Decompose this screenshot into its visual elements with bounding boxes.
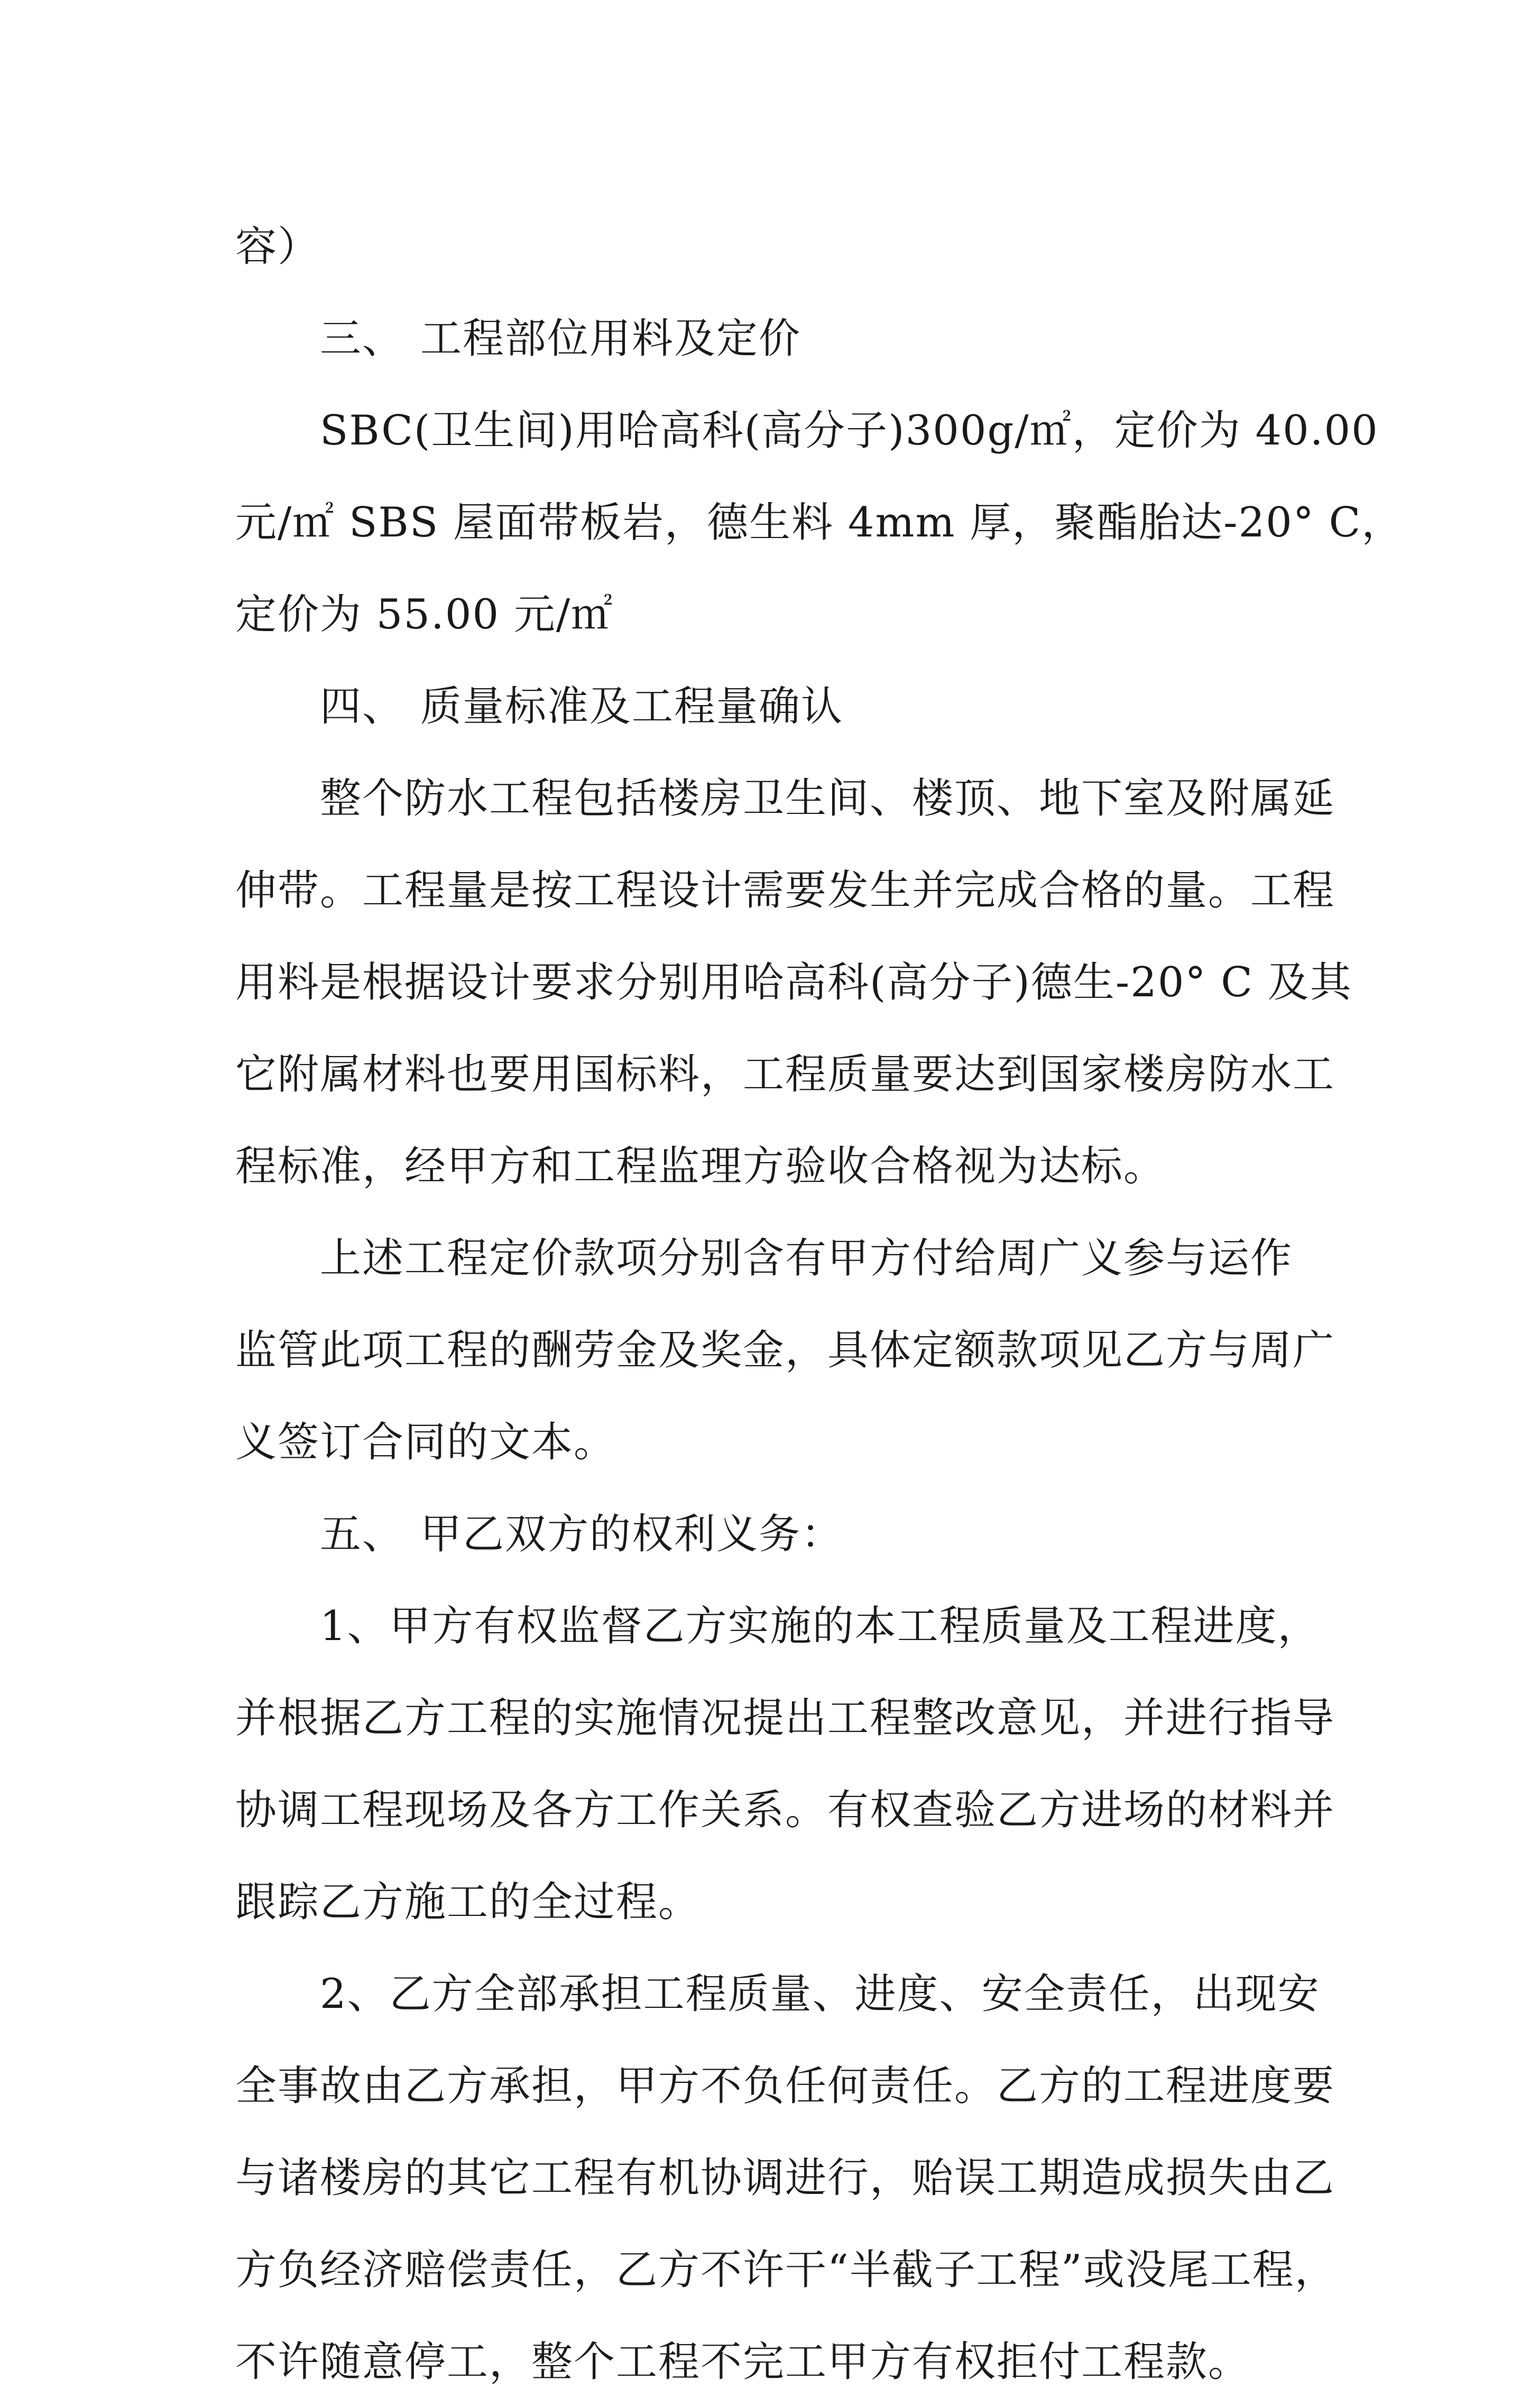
text-line: 并根据乙方工程的实施情况提出工程整改意见，并进行指导 [235,1694,1335,1742]
text-line: 整个防水工程包括楼房卫生间、楼顶、地下室及附属延 [320,775,1335,822]
section-number: 四、 [320,683,405,730]
section-title: 甲乙双方的权利义务： [420,1511,844,1558]
text-line: 容） [235,223,320,271]
text-line: 2、乙方全部承担工程质量、进度、安全责任，出现安 [320,1970,1320,2018]
section-title: 工程部位用料及定价 [420,315,801,363]
text-line: 上述工程定价款项分别含有甲方付给周广义参与运作 [320,1235,1293,1282]
section-number: 五、 [320,1511,405,1558]
text-line: 元/㎡ SBS 屋面带板岩，德生料 4mm 厚，聚酯胎达-20° C， [235,499,1404,547]
section-heading-three [235,293,1314,385]
section-heading-four [235,661,1314,753]
text-line: SBC(卫生间)用哈高科(高分子)300g/㎡，定价为 40.00 [320,407,1379,455]
text-line: 定价为 55.00 元/㎡ [235,591,614,638]
text-line: 伸带。工程量是按工程设计需要发生并完成合格的量。工程 [235,867,1335,914]
text-line: 不许随意停工，整个工程不完工甲方有权拒付工程款。 [235,2338,1251,2386]
section-title: 质量标准及工程量确认 [420,683,844,730]
text-line: 与诸楼房的其它工程有机协调进行，贻误工期造成损失由乙 [235,2154,1335,2202]
text-line: 协调工程现场及各方工作关系。有权查验乙方进场的材料并 [235,1786,1335,1834]
text-line: 方负经济赔偿责任，乙方不许干“半截子工程”或没尾工程， [235,2246,1337,2294]
text-line: 程标准，经甲方和工程监理方验收合格视为达标。 [235,1143,1166,1190]
text-line: 它附属材料也要用国标料，工程质量要达到国家楼房防水工 [235,1051,1335,1098]
text-line: 义签订合同的文本。 [235,1419,616,1466]
section-heading-five [235,1488,1314,1580]
section-number: 三、 [320,315,405,363]
text-line: 1、甲方有权监督乙方实施的本工程质量及工程进度， [320,1603,1320,1650]
text-line: 用料是根据设计要求分别用哈高科(高分子)德生-20° C 及其 [235,959,1352,1006]
document-page [235,201,1404,2408]
text-line: 跟踪乙方施工的全过程。 [235,1878,701,1926]
text-line: 全事故由乙方承担，甲方不负任何责任。乙方的工程进度要 [235,2062,1335,2110]
text-line: 监管此项工程的酬劳金及奖金，具体定额款项见乙方与周广 [235,1327,1335,1374]
